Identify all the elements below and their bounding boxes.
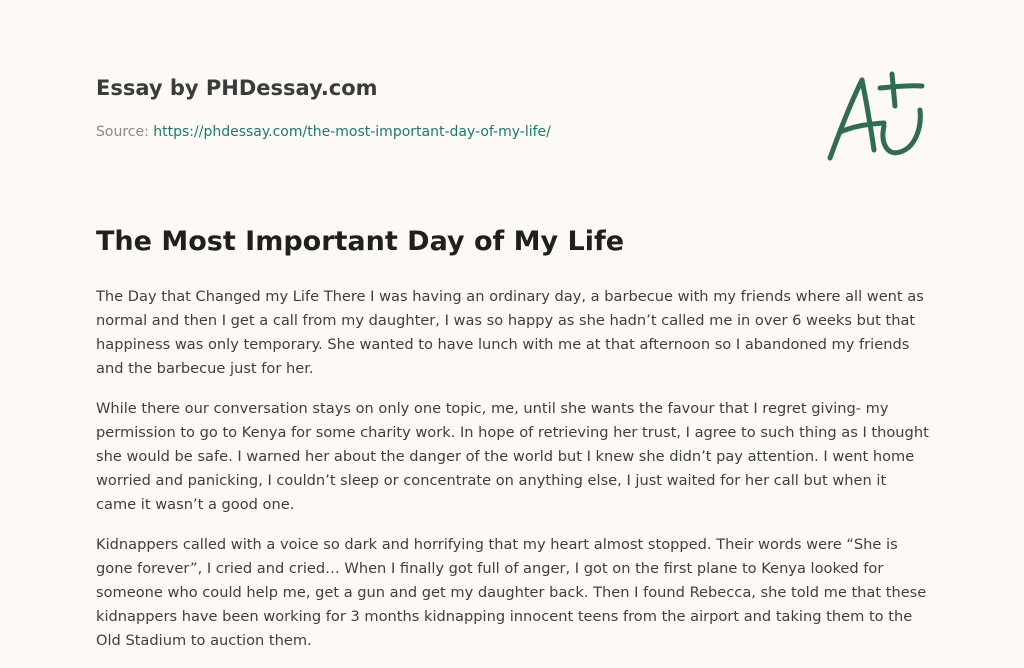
essay-paragraph: The Day that Changed my Life There I was having an ordinary day, a barbecue with my friends where all went as normal and then I get a call from my daughter, I was so happy as she hadn’t called me in over 6 weeks but that happiness was only temporary. She wanted to have lunch with me at that afternoon so I abandoned my friends and the barbecue just for her. bbox=[96, 288, 924, 377]
essay-title: The Most Important Day of My Life bbox=[96, 226, 625, 257]
site-brand-heading: Essay by PHDessay.com bbox=[96, 76, 378, 100]
a-plus-grade-icon bbox=[822, 66, 932, 166]
source-line bbox=[96, 124, 551, 140]
source-label: Source: bbox=[96, 124, 149, 140]
essay-paragraph: While there our conversation stays on only one topic, me, until she wants the favour that I regret giving- my permission to go to Kenya for some charity work. In hope of retrieving her trust, I agree to such thing as I thought she would be safe. I warned her about the danger of the world but I knew she didn’t pay attention. I went home worried and panicking, I couldn’t sleep or concentrate on anything else, I just waited for her call but when it came it wasn’t a good one. bbox=[96, 400, 929, 513]
source-link[interactable]: https://phdessay.com/the-most-important-day-of-my-life/ bbox=[153, 124, 551, 140]
essay-paragraph: Kidnappers called with a voice so dark and horrifying that my heart almost stopped. Their words were “She is gone forever”, I cried and cried… When I finally got full of anger, I got on the first plane to Kenya looked for someone who could help me, get a gun and get my daughter back. Then I found Rebecca, she told me that these kidnappers have been working for 3 months kidnapping innocent teens from the airport and taking them to the Old Stadium to auction them. bbox=[96, 536, 927, 649]
essay-body bbox=[96, 285, 930, 668]
